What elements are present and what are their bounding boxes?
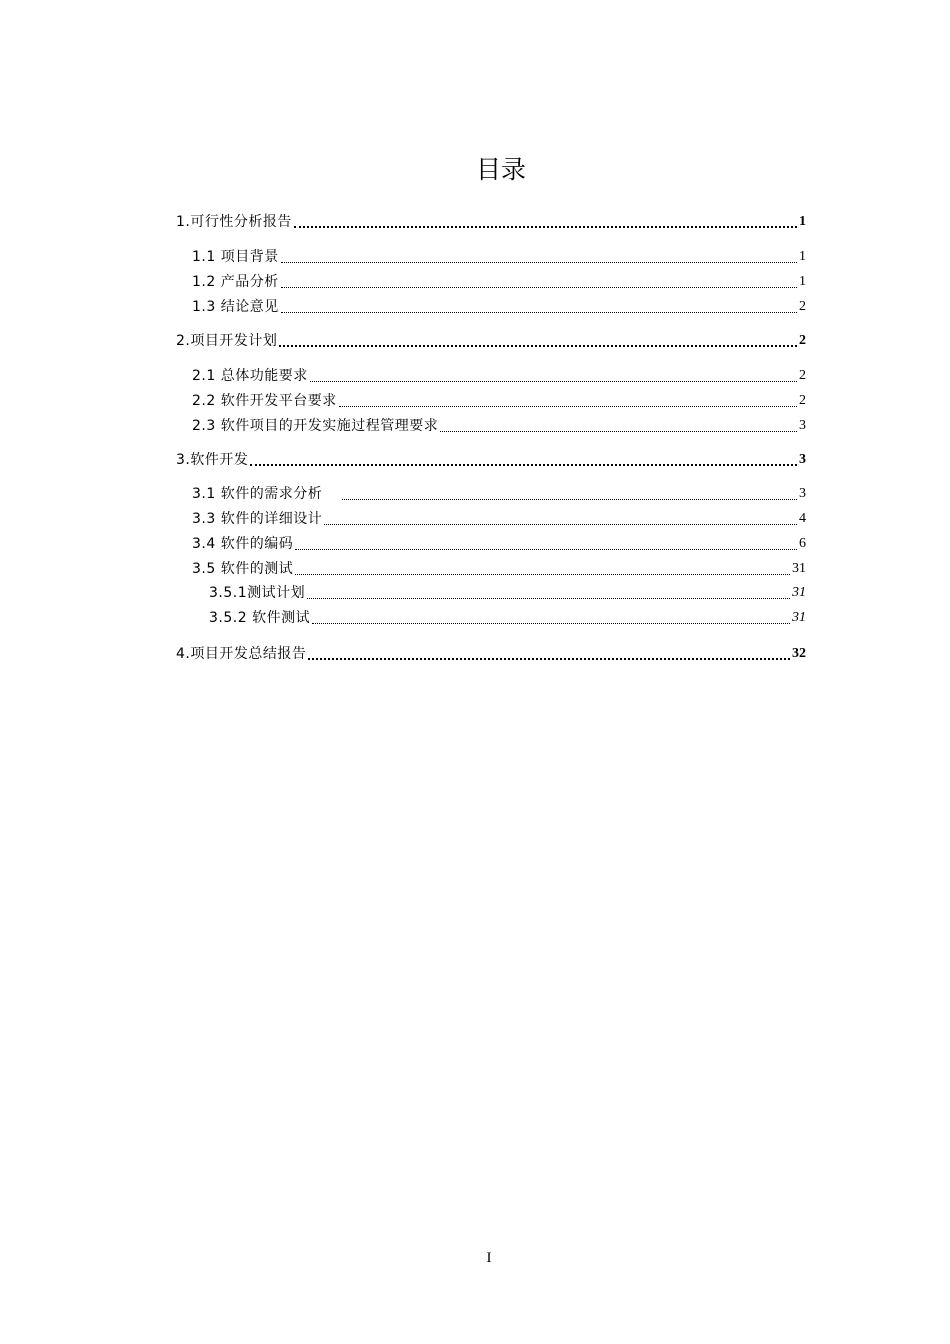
toc-entry-label: 2.2 软件开发平台要求 <box>192 393 337 409</box>
toc-entry-page: 3 <box>799 486 806 501</box>
toc-entry-page: 3 <box>799 418 806 433</box>
toc-entry[interactable] <box>176 644 806 664</box>
toc-entry-label: 3.5.2 软件测试 <box>209 610 311 626</box>
toc-entry[interactable] <box>176 331 806 351</box>
page-title: 目录 <box>475 155 526 184</box>
toc-entry-page: 32 <box>792 646 806 661</box>
toc-entry-label: 2.3 软件项目的开发实施过程管理要求 <box>192 418 439 434</box>
toc-entry-page: 2 <box>799 333 806 348</box>
toc-leader-dots <box>279 331 797 347</box>
toc-leader-dots <box>310 367 797 382</box>
toc-entry-label: 4.项目开发总结报告 <box>176 646 307 662</box>
toc-leader-dots <box>295 535 797 550</box>
toc-entry[interactable] <box>192 391 806 411</box>
toc-entry-page: 4 <box>799 511 806 526</box>
toc-entry-page: 1 <box>799 249 806 264</box>
toc-entry[interactable] <box>192 247 806 267</box>
toc-entry-label: 1.可行性分析报告 <box>176 214 292 230</box>
toc-entry[interactable] <box>192 484 806 504</box>
toc-entry-label: 3.3 软件的详细设计 <box>192 511 323 527</box>
toc-leader-dots <box>281 298 797 313</box>
toc-entry-label: 2.1 总体功能要求 <box>192 368 308 384</box>
toc-entry[interactable] <box>192 509 806 529</box>
toc-entry[interactable] <box>209 583 806 603</box>
toc-entry-page: 2 <box>799 393 806 408</box>
toc-entry-label: 3.1 软件的需求分析 <box>192 486 323 502</box>
toc-entry-page: 2 <box>799 299 806 314</box>
toc-entry[interactable] <box>176 450 806 470</box>
toc-leader-dots <box>308 644 790 660</box>
toc-entry-page: 31 <box>792 561 806 576</box>
toc-leader-dots <box>342 485 797 500</box>
toc-leader-dots <box>339 392 797 407</box>
toc-entry-page: 1 <box>799 214 806 229</box>
toc-entry-page: 3 <box>799 452 806 467</box>
toc-entry-label: 3.5 软件的测试 <box>192 561 294 577</box>
toc-leader-dots <box>281 273 797 288</box>
toc-entry[interactable] <box>176 212 806 232</box>
toc-entry-page: 1 <box>799 274 806 289</box>
toc-leader-dots <box>294 212 797 228</box>
toc-entry[interactable] <box>192 559 806 579</box>
toc-entry-label: 3.软件开发 <box>176 452 249 468</box>
toc-leader-dots <box>250 450 797 466</box>
page-number: I <box>486 1250 492 1266</box>
toc-entry-page: 2 <box>799 368 806 383</box>
toc-leader-dots <box>281 248 797 263</box>
toc-entry-label: 3.4 软件的编码 <box>192 536 294 552</box>
toc-entry[interactable] <box>192 272 806 292</box>
toc-entry[interactable] <box>192 366 806 386</box>
toc-entry-label: 2.项目开发计划 <box>176 333 278 349</box>
toc-entry[interactable] <box>192 297 806 317</box>
toc-entry-label: 1.2 产品分析 <box>192 274 279 290</box>
toc-entry[interactable] <box>192 416 806 436</box>
toc-entry[interactable] <box>192 534 806 554</box>
toc-entry-label: 3.5.1测试计划 <box>209 585 306 601</box>
toc-leader-dots <box>440 417 797 432</box>
toc-leader-dots <box>295 560 790 575</box>
toc-leader-dots <box>324 510 797 525</box>
toc-entry-label: 1.1 项目背景 <box>192 249 279 265</box>
toc-leader-dots <box>312 609 790 624</box>
toc-entry[interactable] <box>209 608 806 628</box>
toc-leader-dots <box>307 584 790 599</box>
toc-entry-label: 1.3 结论意见 <box>192 299 279 315</box>
toc-entry-page: 31 <box>792 585 806 600</box>
toc-entry-page: 6 <box>799 536 806 551</box>
toc-entry-page: 31 <box>792 610 806 625</box>
